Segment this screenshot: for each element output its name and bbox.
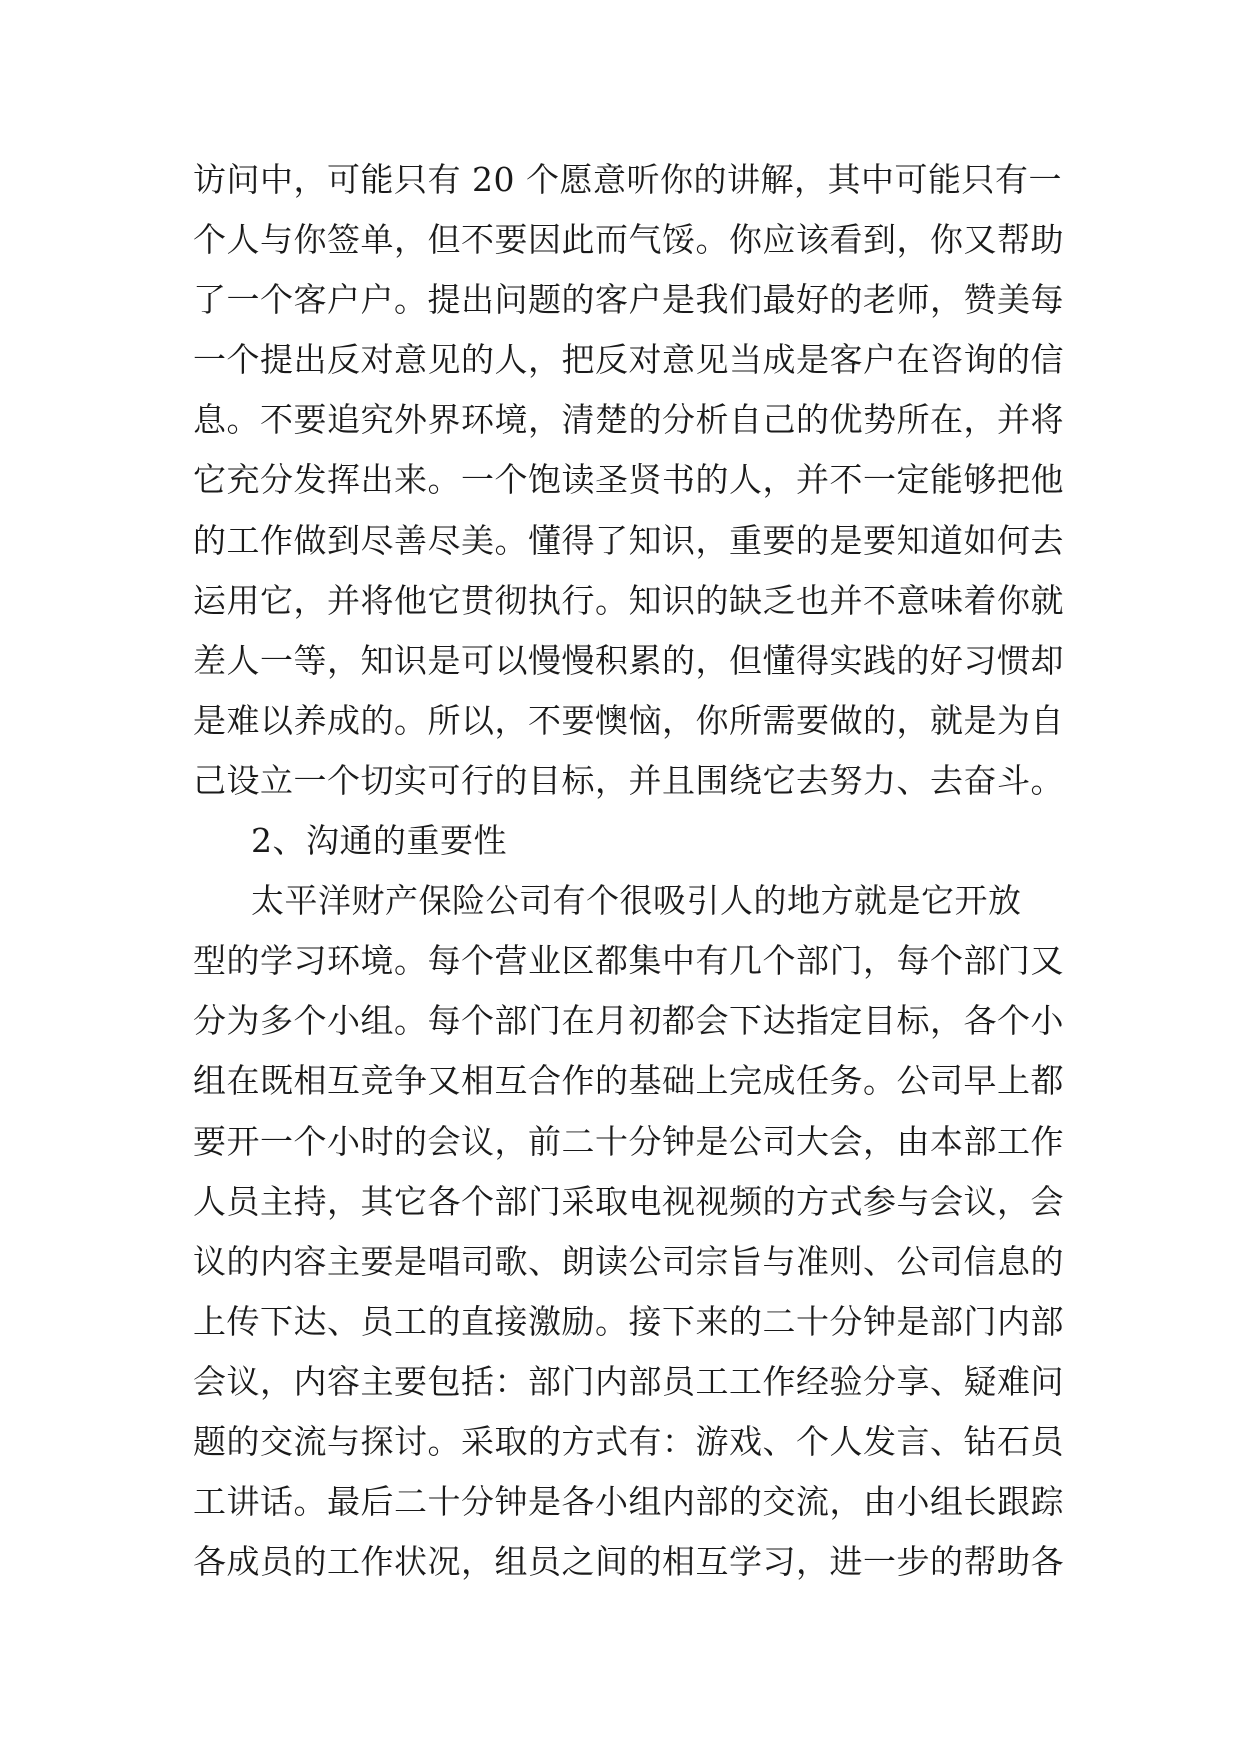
text-line: 议的内容主要是唱司歌、朗读公司宗旨与准则、公司信息的 [193,1241,1064,1281]
text-line: 访问中，可能只有 20 个愿意听你的讲解，其中可能只有一 [193,160,1062,199]
text-line: 要开一个小时的会议，前二十分钟是公司大会，由本部工作 [193,1121,1064,1161]
text-line: 分为多个小组。每个部门在月初都会下达指定目标，各个小 [193,1001,1064,1041]
text-line: 是难以养成的。所以，不要懊恼，你所需要做的，就是为自 [193,700,1064,740]
section-heading: 2、沟通的重要性 [251,821,507,861]
text-line: 组在既相互竞争又相互合作的基础上完成任务。公司早上都 [193,1061,1064,1101]
text-line: 运用它，并将他它贯彻执行。知识的缺乏也并不意味着你就 [193,580,1064,620]
text-line: 个人与你签单，但不要因此而气馁。你应该看到，你又帮助 [193,220,1064,260]
text-line: 一个提出反对意见的人，把反对意见当成是客户在咨询的信 [193,340,1064,380]
text-line: 上传下达、员工的直接激励。接下来的二十分钟是部门内部 [193,1301,1064,1341]
text-line: 了一个客户户。提出问题的客户是我们最好的老师，赞美每 [193,280,1064,320]
text-line: 会议，内容主要包括：部门内部员工工作经验分享、疑难问 [193,1361,1064,1401]
text-line: 人员主持，其它各个部门采取电视视频的方式参与会议，会 [193,1181,1064,1221]
text-line: 差人一等，知识是可以慢慢积累的，但懂得实践的好习惯却 [193,640,1064,680]
text-line: 的工作做到尽善尽美。懂得了知识，重要的是要知道如何去 [193,520,1064,560]
text-line: 它充分发挥出来。一个饱读圣贤书的人，并不一定能够把他 [193,460,1064,500]
text-line: 息。不要追究外界环境，清楚的分析自己的优势所在，并将 [193,400,1064,440]
body-text [193,150,1073,1592]
text-line: 己设立一个切实可行的目标，并且围绕它去努力、去奋斗。 [193,760,1064,800]
text-line: 题的交流与探讨。采取的方式有：游戏、个人发言、钻石员 [193,1421,1064,1461]
text-line: 型的学习环境。每个营业区都集中有几个部门，每个部门又 [193,941,1064,981]
paragraph-first-line: 太平洋财产保险公司有个很吸引人的地方就是它开放 [251,881,1022,921]
text-line: 工讲话。最后二十分钟是各小组内部的交流，由小组长跟踪 [193,1482,1064,1522]
text-line: 各成员的工作状况，组员之间的相互学习，进一步的帮助各 [193,1542,1064,1582]
